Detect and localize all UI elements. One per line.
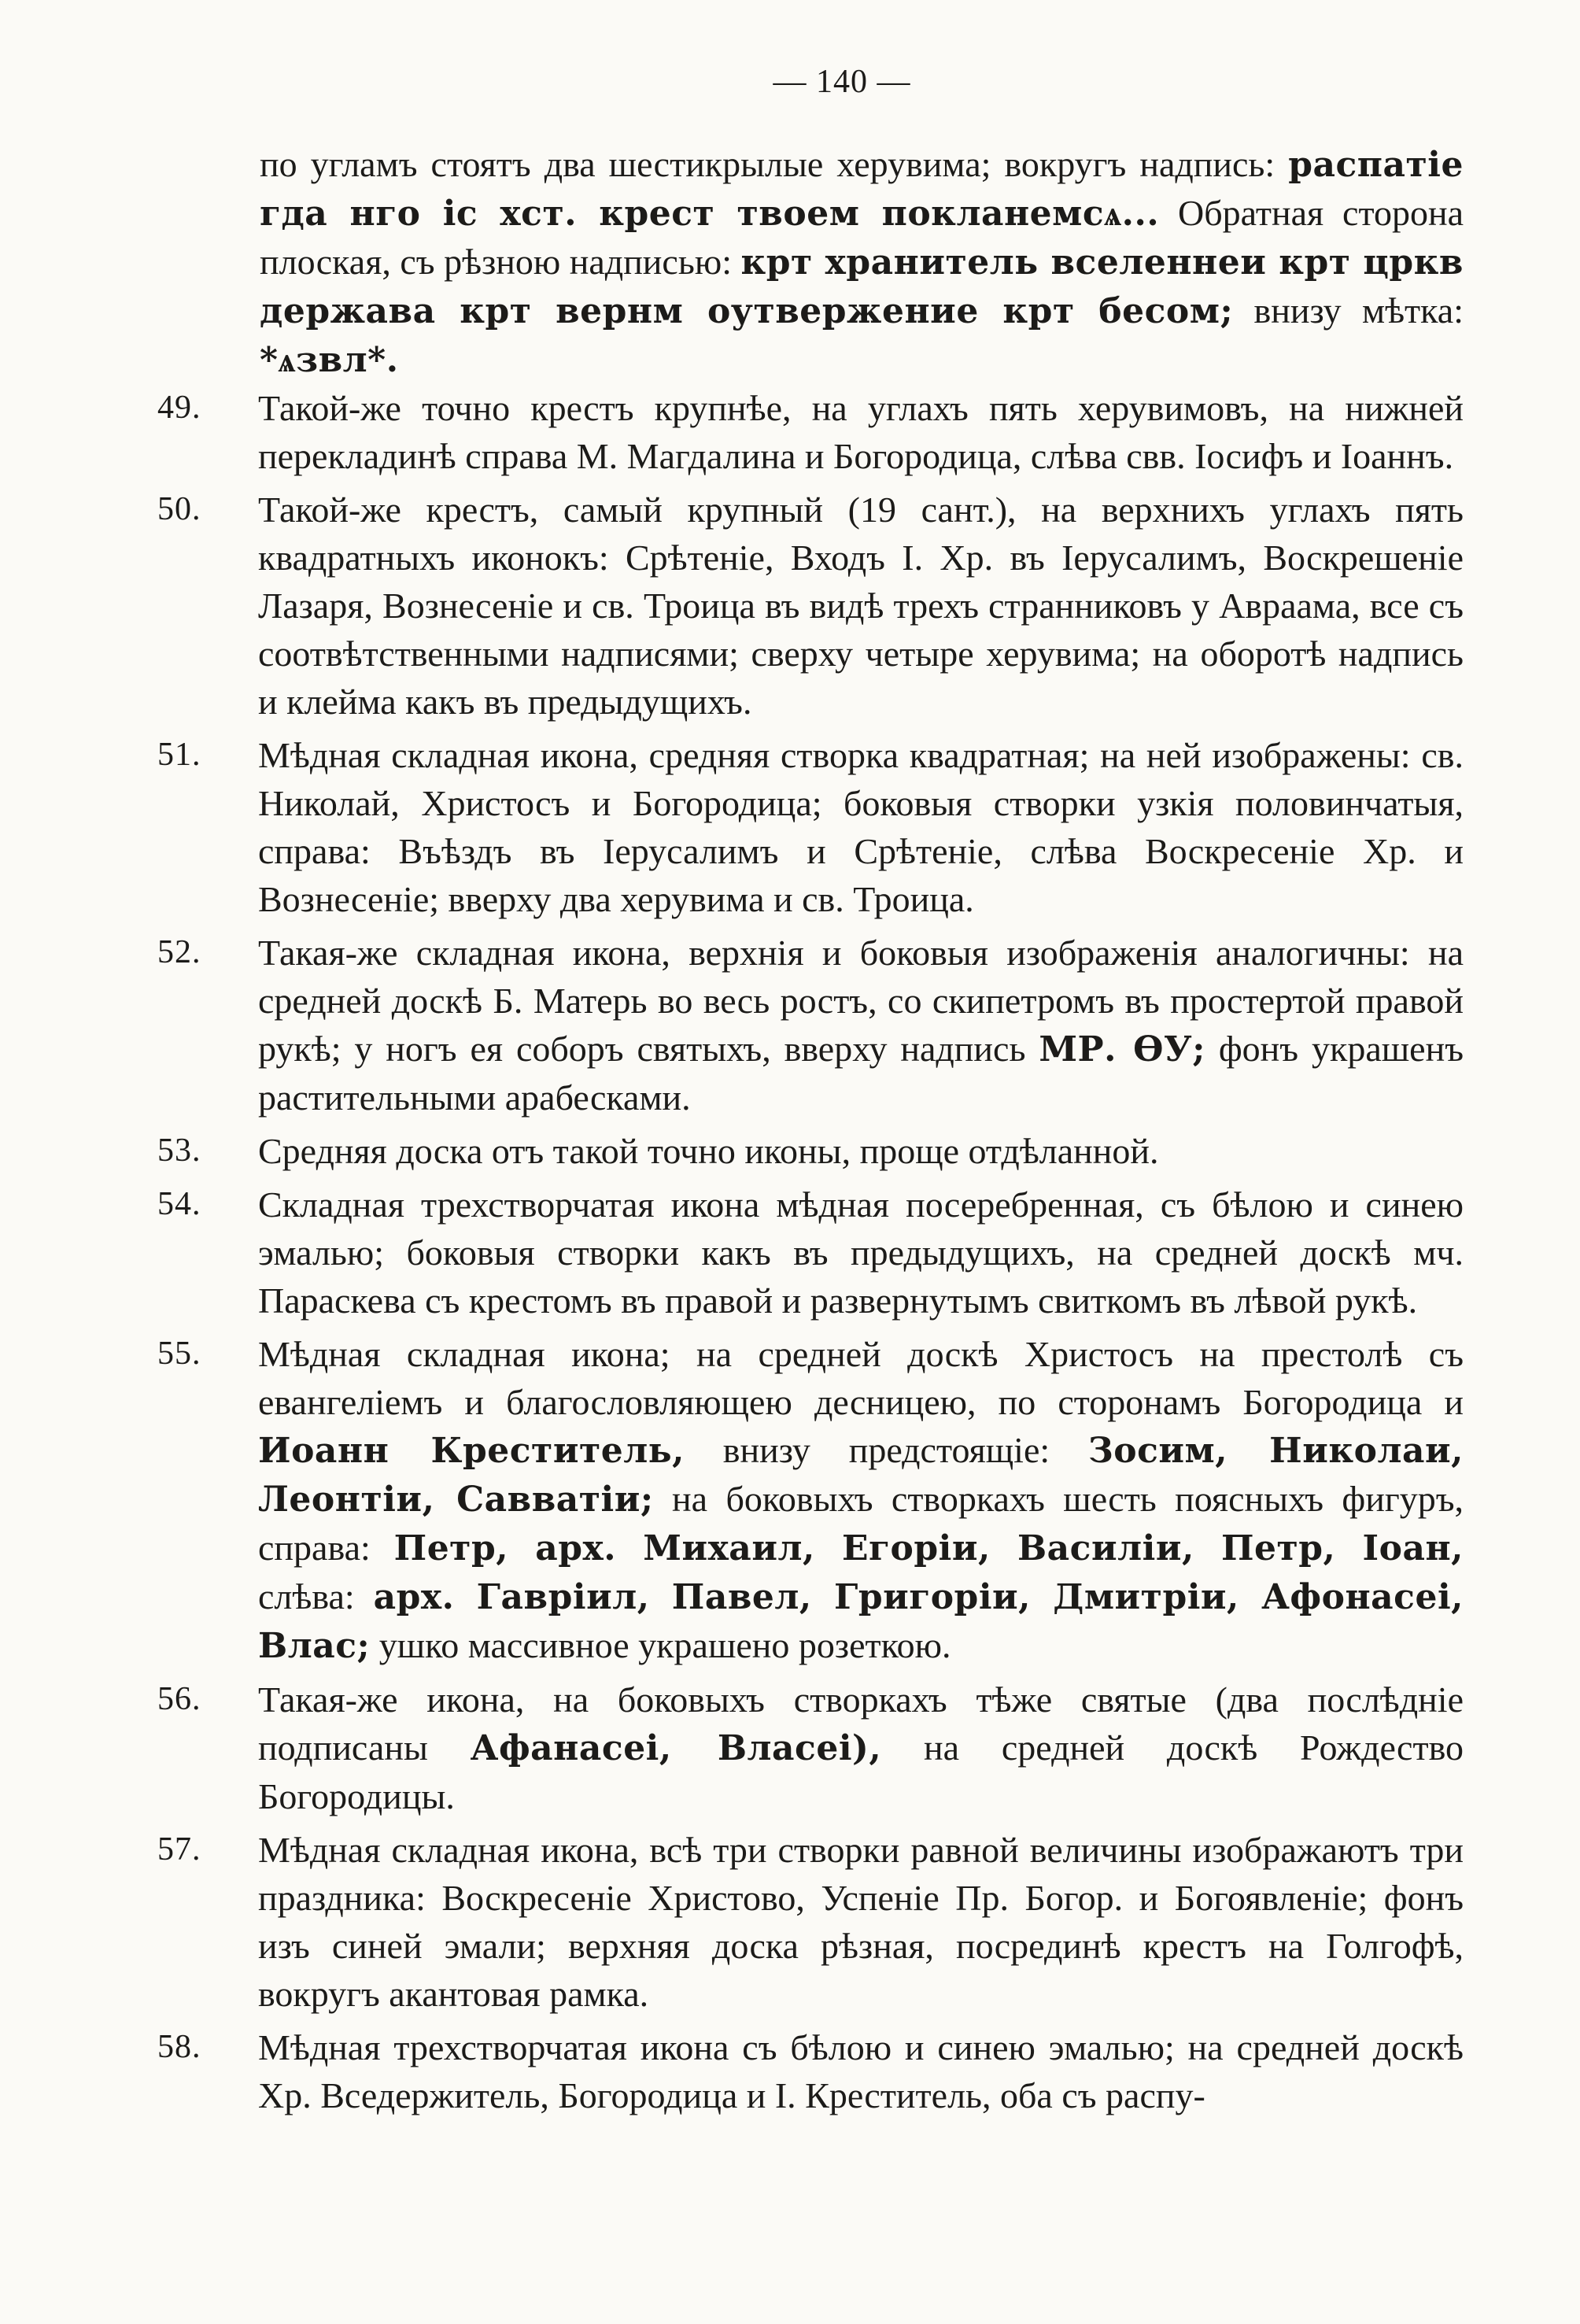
entry-text: Средняя доска отъ такой точно иконы, проще отдѣланной. — [258, 1131, 1159, 1171]
slavonic-inscription-1: распатіе гда нго іс хст. крест твоем покланемсѧ... — [260, 145, 1464, 234]
entry-53 — [157, 1127, 1464, 1175]
entry-number: 58. — [157, 2029, 201, 2065]
entry-text-part: фонъ украшенъ растительными арабесками. — [258, 1029, 1464, 1118]
entry-number: 56. — [157, 1681, 201, 1717]
entry-56 — [157, 1676, 1464, 1820]
slavonic-inscription-2: крт хранитель вселеннеи крт цркв держава крт вернм оутвержение крт бесом; — [260, 242, 1464, 331]
entry-55 — [157, 1330, 1464, 1670]
entry-number: 50. — [157, 491, 201, 527]
entry-text-part: слѣва: — [258, 1576, 374, 1616]
entry-text-part: на боковыхъ створкахъ шесть поясныхъ фигуръ, справа: — [258, 1479, 1464, 1568]
entry-text — [258, 1676, 1464, 1820]
page-number: — 140 — — [773, 64, 911, 100]
entry-text-part: Мѣдная складная икона; на средней доскѣ Христосъ на престолѣ съ евангеліемъ и благословляющею десницею, по сторонамъ Богородица и — [258, 1334, 1464, 1422]
entry-51 — [157, 731, 1464, 923]
entry-57 — [157, 1826, 1464, 2018]
entry-number: 54. — [157, 1186, 201, 1222]
entry-text: Мѣдная складная икона, средняя створка квадратная; на ней изображены: св. Николай, Христосъ и Богородица; боковыя створки узкія половинчатыя, справа: Въѣздъ въ Іерусалимъ и Срѣтеніе, слѣва Воскресеніе Хр. и Вознесеніе; вверху два херувима и св. Троица. — [258, 735, 1464, 919]
entry-number: 53. — [157, 1132, 201, 1169]
entry-58 — [157, 2023, 1464, 2119]
entry-54 — [157, 1180, 1464, 1325]
entry-text — [258, 1330, 1464, 1670]
slavonic-inscription: Афанасеі, Власеі), — [470, 1728, 882, 1768]
entry-text-part: ушко массивное украшено розеткою. — [370, 1625, 951, 1665]
entry-text: Мѣдная трехстворчатая икона съ бѣлою и синею эмалью; на средней доскѣ Хр. Вседержитель, Богородица и І. Креститель, оба съ распу- — [258, 2027, 1464, 2115]
entry-text: Такой-же крестъ, самый крупный (19 сант.), на верхнихъ углахъ пять квадратныхъ иконокъ: Срѣтеніе, Входъ І. Хр. въ Іерусалимъ, Воскрешеніе Лазаря, Вознесеніе и св. Троица въ видѣ трехъ странниковъ у Авраама, все съ соотвѣтственными надписями; сверху четыре херувима; на оборотѣ надпись и клейма какъ въ предыдущихъ. — [258, 490, 1464, 722]
entry-number: 49. — [157, 390, 201, 426]
entry-number: 51. — [157, 737, 201, 773]
entry-text: Складная трехстворчатая икона мѣдная посеребренная, съ бѣлою и синею эмалью; боковыя створки какъ въ предыдущихъ, на средней доскѣ мч. Параскева съ крестомъ въ правой и развернутымъ свиткомъ въ лѣвой рукѣ. — [258, 1184, 1464, 1321]
slavonic-mark: *ѧзвл*. — [260, 340, 399, 380]
intro-text-2: Обратная сторона плоская, съ рѣзною надписью: — [260, 193, 1464, 282]
page — [157, 63, 1464, 2125]
entry-number: 55. — [157, 1336, 201, 1372]
slavonic-inscription: арх. Гавріил, Павел, Григоріи, Дмитріи, Афонасеі, Влас; — [258, 1577, 1464, 1666]
entry-52 — [157, 929, 1464, 1121]
entry-text: Такой-же точно крестъ крупнѣе, на углахъ пять херувимовъ, на нижней перекладинѣ справа М. Магдалина и Богородица, слѣва свв. Іосифъ и Іоаннъ. — [258, 388, 1464, 476]
entry-text: Мѣдная складная икона, всѣ три створки равной величины изображаютъ три праздника: Воскресеніе Христово, Успеніе Пр. Богор. и Богоявленіе; фонъ изъ синей эмали; верхняя доска рѣзная, посрединѣ крестъ на Голгофѣ, вокругъ акантовая рамка. — [258, 1830, 1464, 2014]
entry-text-part: внизу предстоящіе: — [684, 1430, 1088, 1470]
entry-number: 52. — [157, 934, 201, 970]
entry-text — [258, 929, 1464, 1121]
intro-text-1: по угламъ стоятъ два шестикрылые херувима; вокругъ надпись: — [260, 144, 1289, 184]
slavonic-inscription: МР. ѲУ; — [1039, 1029, 1205, 1070]
slavonic-inscription: Петр, арх. Михаил, Егоріи, Василіи, Петр, Іоан, — [393, 1528, 1464, 1568]
entry-50 — [157, 486, 1464, 726]
intro-paragraph — [157, 140, 1464, 384]
entry-text-part: Такая-же икона, на боковыхъ створкахъ тѣже святые (два послѣдніе подписаны — [258, 1679, 1464, 1768]
slavonic-inscription: Иоанн Креститель, — [258, 1431, 685, 1471]
entry-number: 57. — [157, 1831, 201, 1868]
slavonic-inscription: Зосим, Николаи, Леонтіи, Савватіи; — [258, 1431, 1464, 1520]
entry-49 — [157, 384, 1464, 480]
entry-text-part: на средней доскѣ Рождество Богородицы. — [258, 1727, 1464, 1816]
intro-text-3: внизу мѣтка: — [1233, 290, 1464, 331]
entry-text-part: Такая-же складная икона, верхнія и боковыя изображенія аналогичны: на средней доскѣ Б. Матерь во весь ростъ, со скипетромъ въ простертой правой рукѣ; у ногъ ея соборъ святыхъ, вверху надпись — [258, 933, 1464, 1069]
